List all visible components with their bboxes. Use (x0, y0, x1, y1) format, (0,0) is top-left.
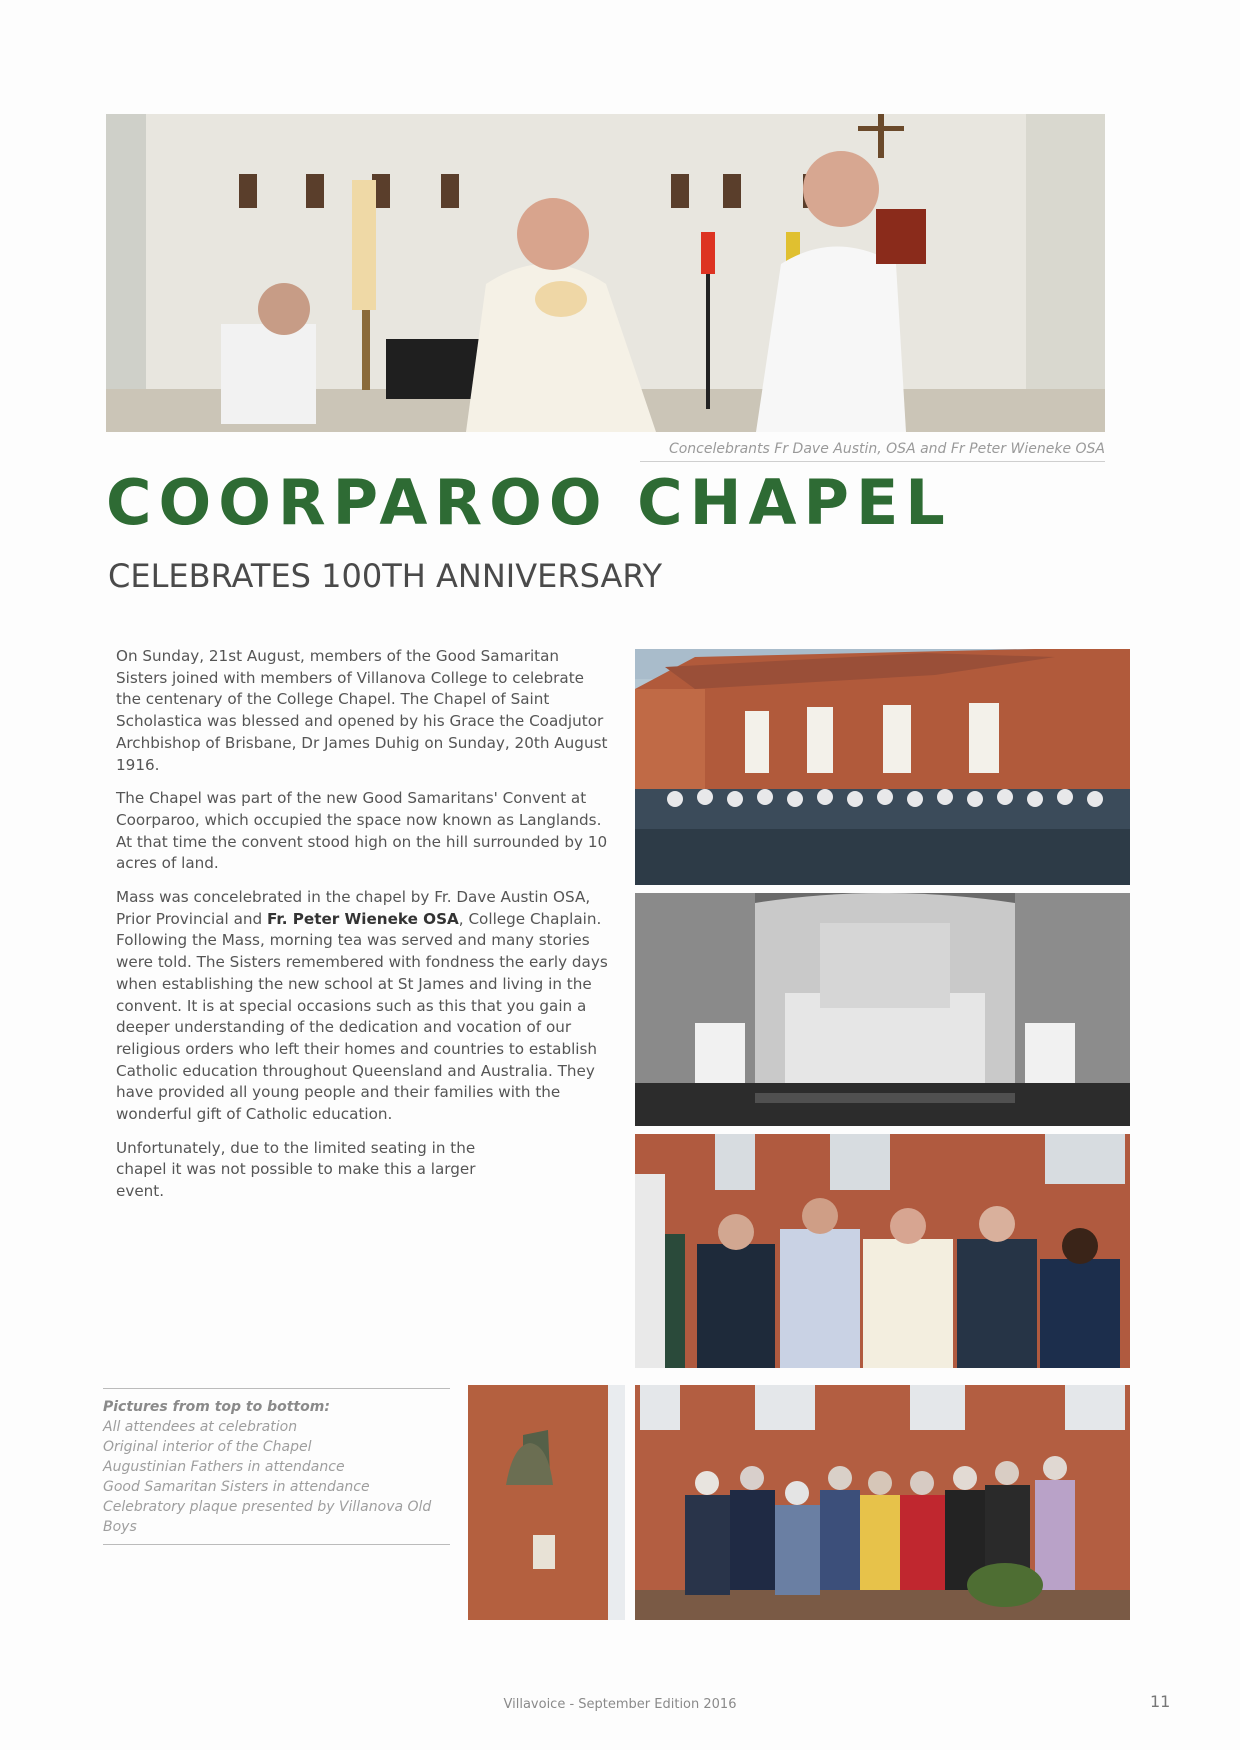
concelebrants-photo (106, 114, 1105, 432)
paragraph-3-end: , College Chaplain. Following the Mass, morning tea was served and many stories were told. The Sisters remembered with fondness the early days when establishing the new school at St James and living in the convent. It is at special occasions such as this that you gain a deeper understanding of the dedication and vocation of our religious orders who left their homes and countries to establish Catholic education throughout Queensland and Australia. They have provided all young people and their families with the wonderful gift of Catholic education. (116, 909, 608, 1124)
caption-item: Original interior of the Chapel (103, 1439, 312, 1455)
augustinian-fathers-photo (635, 1134, 1130, 1368)
caption-item: Celebratory plaque presented by Villanova Old Boys (103, 1499, 432, 1535)
plaque-bell-photo (468, 1385, 625, 1620)
caption-item: All attendees at celebration (103, 1419, 298, 1435)
paragraph-2: The Chapel was part of the new Good Samaritans' Convent at Coorparoo, which occupied the space now known as Langlands. At that time the convent stood high on the hill surrounded by 10 acres of land. (116, 789, 608, 873)
article-title: COORPAROO CHAPEL (106, 466, 952, 539)
article-body (116, 646, 608, 1215)
attendees-photo (635, 649, 1130, 885)
top-photo-caption: Concelebrants Fr Dave Austin, OSA and Fr Peter Wieneke OSA (640, 441, 1105, 462)
paragraph-4: Unfortunately, due to the limited seating in the chapel it was not possible to make this a larger event. (116, 1138, 476, 1201)
paragraph-3 (116, 887, 608, 1126)
good-samaritan-sisters-photo (635, 1385, 1130, 1620)
chapel-interior-photo (635, 893, 1130, 1126)
caption-item: Good Samaritan Sisters in attendance (103, 1479, 370, 1495)
pictures-caption-heading: Pictures from top to bottom: (103, 1399, 330, 1415)
article-subtitle: CELEBRATES 100TH ANNIVERSARY (108, 557, 663, 595)
page-number: 11 (1150, 1692, 1171, 1711)
pictures-caption (103, 1388, 450, 1545)
chaplain-name: Fr. Peter Wieneke OSA (266, 909, 459, 928)
caption-item: Augustinian Fathers in attendance (103, 1459, 345, 1475)
paragraph-1: On Sunday, 21st August, members of the Good Samaritan Sisters joined with members of Villanova College to celebrate the centenary of the College Chapel. The Chapel of Saint Scholastica was blessed and opened by his Grace the Coadjutor Archbishop of Brisbane, Dr James Duhig on Sunday, 20th August 1916. (116, 647, 608, 774)
footer-publication: Villavoice - September Edition 2016 (503, 1697, 737, 1712)
paragraph-3-start: Mass was concelebrated in the chapel by Fr. Dave Austin OSA, Prior Provincial and (116, 888, 591, 928)
